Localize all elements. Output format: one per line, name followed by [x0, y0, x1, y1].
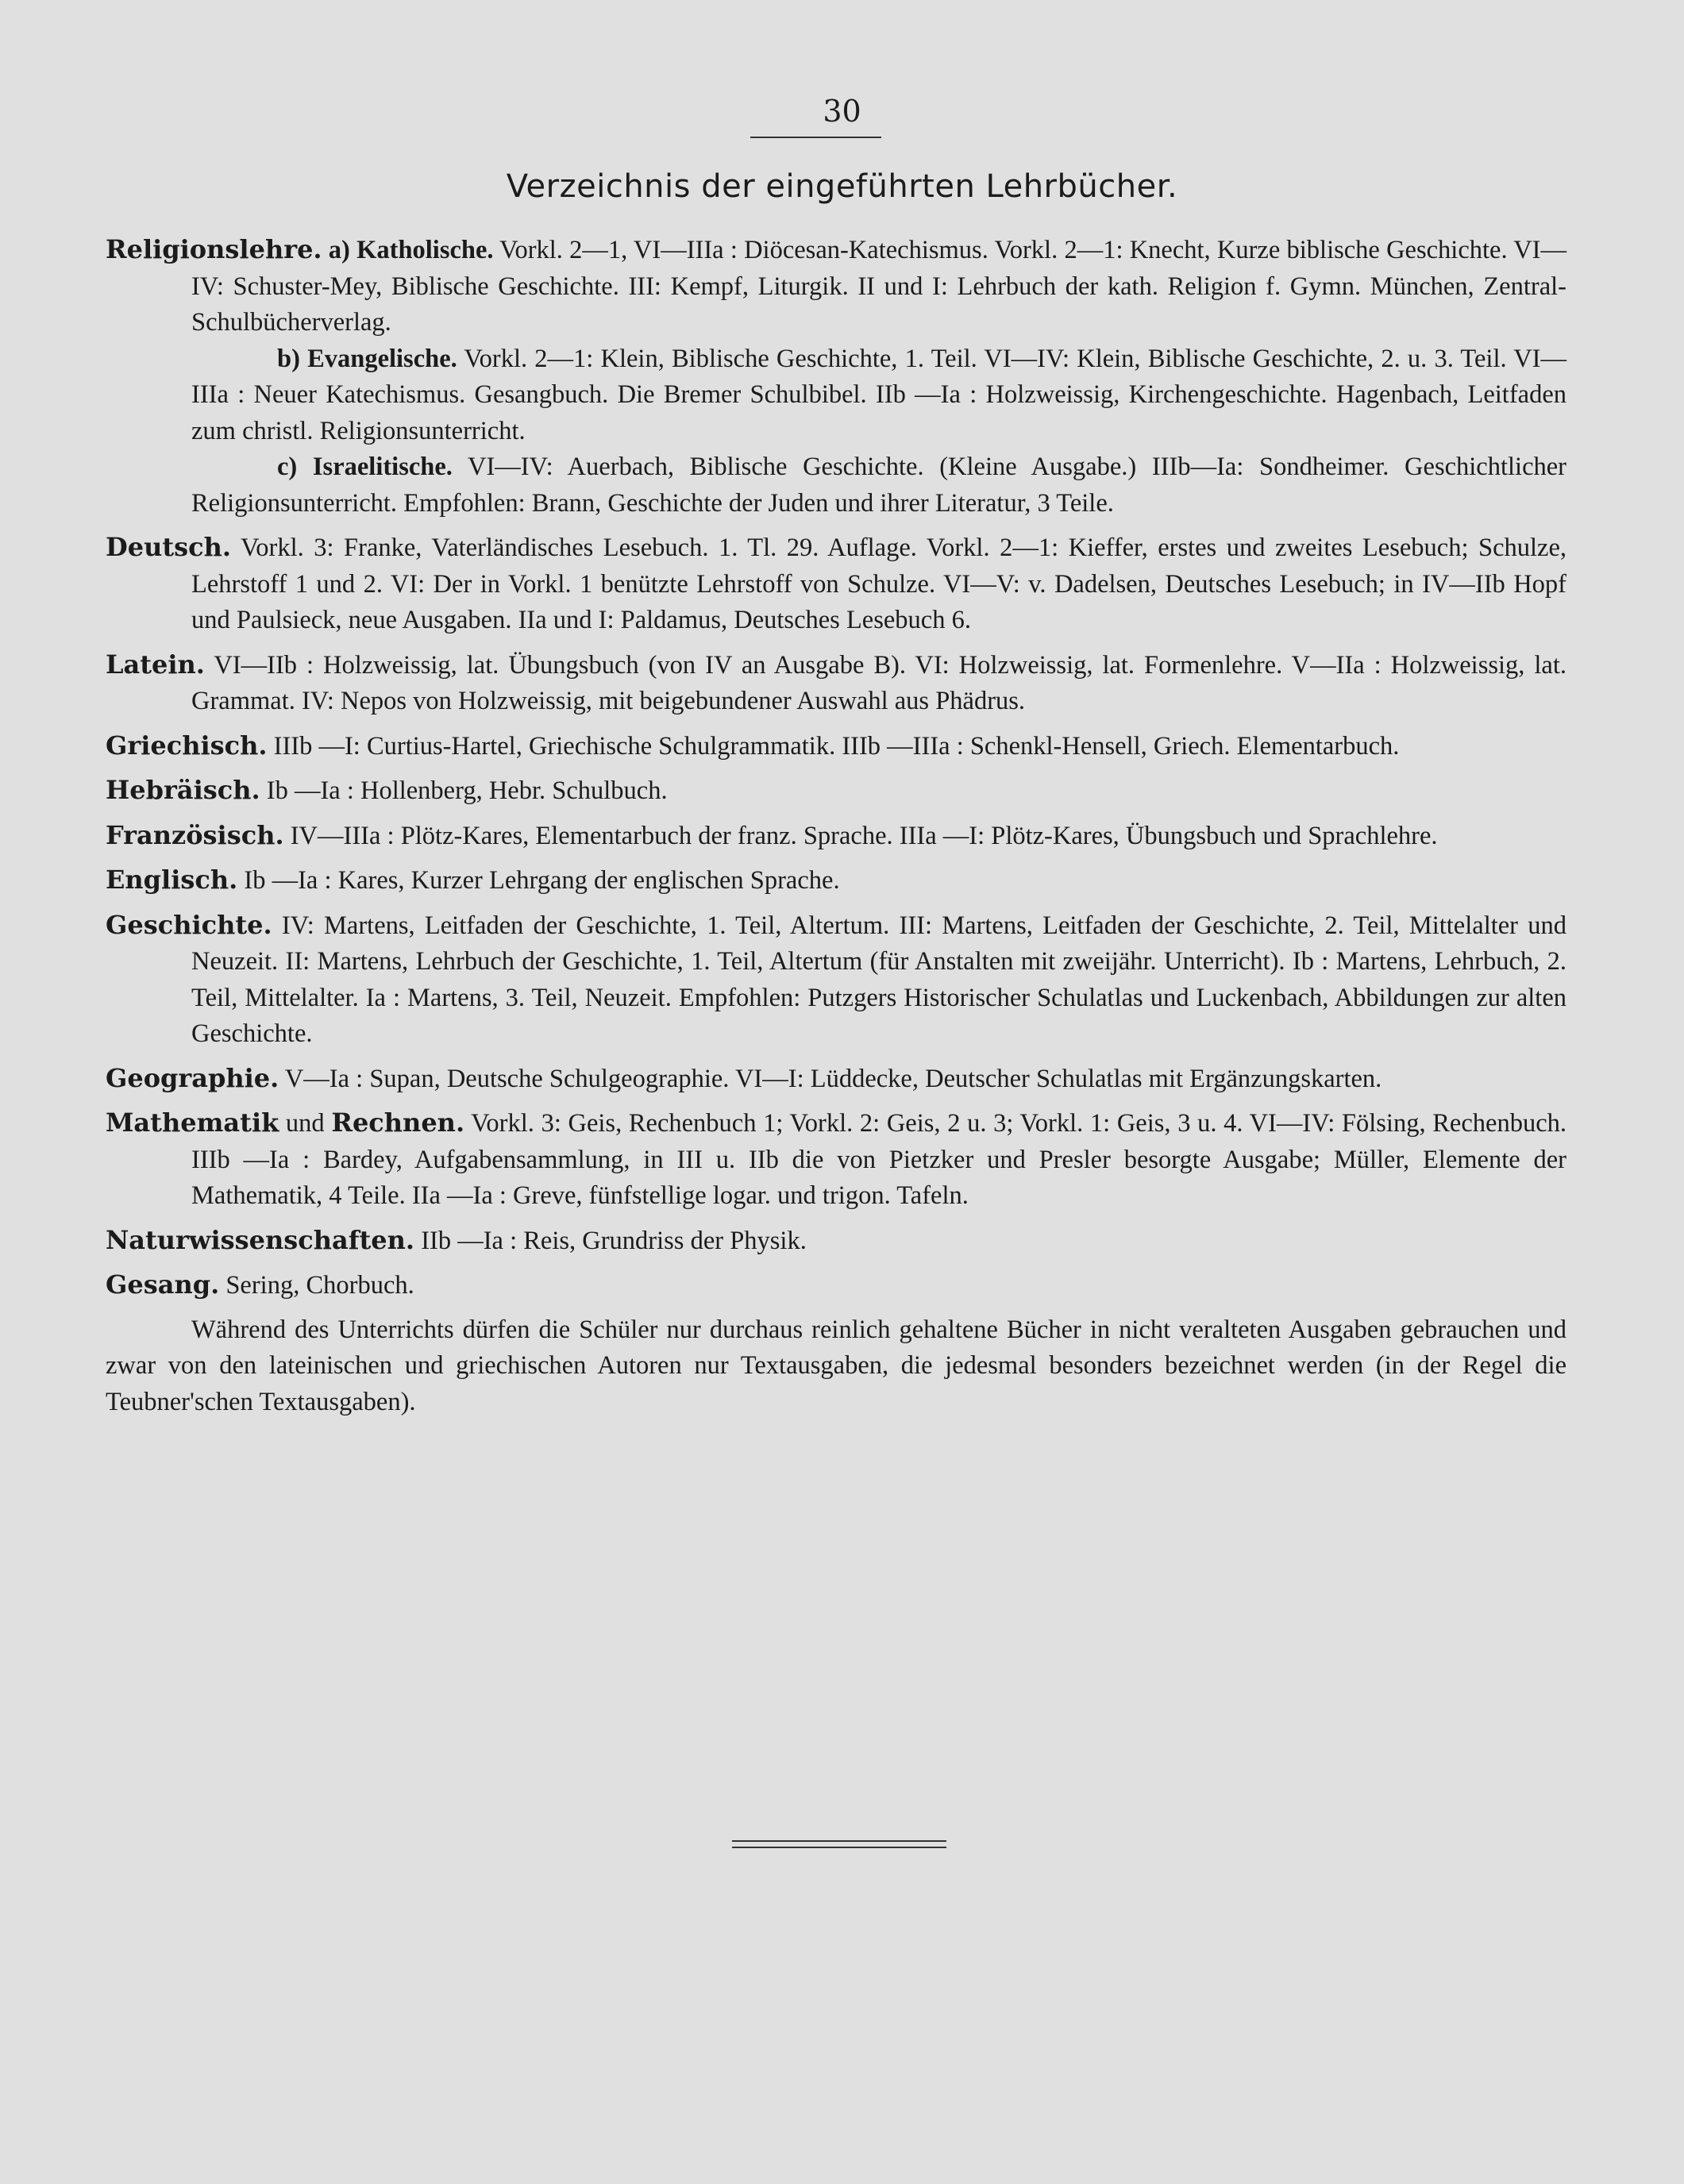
subject-entry — [106, 1267, 1566, 1304]
sub-label-katholisch: a) Katholische. — [328, 236, 494, 264]
subject-heading: Griechisch. — [106, 730, 268, 761]
subject-entry — [106, 907, 1566, 1053]
entry-religion-israelitisch — [106, 449, 1566, 522]
subject-heading: Naturwissenschaften. — [106, 1224, 415, 1255]
subject-entry — [106, 1061, 1566, 1098]
subject-heading: Geographie. — [106, 1062, 279, 1093]
entry-mathematik — [106, 1105, 1566, 1215]
page-number: 30 — [823, 94, 861, 129]
textbook-list — [106, 232, 1566, 1446]
subject-heading: Deutsch. — [106, 532, 232, 562]
entry-text: IV: Martens, Leitfaden der Geschichte, 1. Teil, Altertum. III: Martens, Leitfaden der Geschichte, 2. Teil, Mittelalter und Neuzeit. II: Martens, Lehrbuch der Geschichte, 1. Teil, Altertum (für Anstalten mit zweijähr. Unterricht). Ib : Martens, Lehrbuch, 2. Teil, Mittelalter. Ia : Martens, 3. Teil, Neuzeit. Empfohlen: Putzgers Historischer Schulatlas und Luckenbach, Abbildungen zur alten Geschichte. — [191, 911, 1566, 1048]
entry-text: VI—IIb : Holzweissig, lat. Übungsbuch (von IV an Ausgabe B). VI: Holzweissig, lat. Formenlehre. V—IIa : Holzweissig, lat. Grammat. IV: Nepos von Holzweissig, mit beigebundener Auswahl aus Phädrus. — [191, 650, 1566, 715]
entry-religion-evangelisch — [106, 341, 1566, 450]
end-double-rule — [732, 1840, 946, 1848]
subject-entry — [106, 647, 1566, 720]
entry-text: Vorkl. 3: Geis, Rechenbuch 1; Vorkl. 2: Geis, 2 u. 3; Vorkl. 1: Geis, 3 u. 4. VI—IV: Fölsing, Rechenbuch. IIIb —Ia : Bardey, Aufgabensammlung, in III u. IIb die von Pietzker und Presler besorgte Ausgabe; Müller, Elemente der Mathematik, 4 Teile. IIa —Ia : Greve, fünfstellige logar. und trigon. Tafeln. — [191, 1109, 1566, 1210]
subject-heading: Geschichte. — [106, 909, 272, 940]
subject-entry — [106, 862, 1566, 899]
subject-entry — [106, 530, 1566, 639]
subject-heading: Rechnen. — [331, 1107, 465, 1138]
page-title: Verzeichnis der eingeführten Lehrbücher. — [506, 168, 1178, 205]
sub-label-evangelisch: b) Evangelische. — [277, 344, 457, 373]
entry-text: IIb —Ia : Reis, Grundriss der Physik. — [414, 1226, 807, 1255]
subject-heading: Englisch. — [106, 865, 238, 895]
entry-text: Ib —Ia : Hollenberg, Hebr. Schulbuch. — [260, 776, 668, 805]
sub-label-israelitisch: c) Israelitische. — [277, 453, 453, 481]
subject-heading: Französisch. — [106, 819, 284, 850]
closing-paragraph: Während des Unterrichts dürfen die Schüler nur durchaus reinlich gehaltene Bücher in nicht veralteten Ausgaben gebrauchen und zwar von den lateinischen und griechischen Autoren nur Textausgaben, die jedesmal besonders bezeichnet werden (in der Regel die Teubner'schen Textausgaben). — [106, 1315, 1566, 1416]
page-number-rule — [750, 137, 881, 138]
subject-entries-2 — [106, 1223, 1566, 1304]
entry-text: Ib —Ia : Kares, Kurzer Lehrgang der englischen Sprache. — [237, 866, 840, 895]
subject-entry — [106, 818, 1566, 855]
entry-text: Vorkl. 2—1, VI—IIIa : Diöcesan-Katechismus. Vorkl. 2—1: Knecht, Kurze biblische Geschichte. VI—IV: Schuster-Mey, Biblische Geschichte. III: Kempf, Liturgik. II und I: Lehrbuch der kath. Religion f. Gymn. München, Zentral-Schulbücherverlag. — [191, 236, 1566, 337]
entry-text: IV—IIIa : Plötz-Kares, Elementarbuch der franz. Sprache. IIIa —I: Plötz-Kares, Übungsbuch und Sprachlehre. — [283, 821, 1438, 850]
subject-heading: Religionslehre. — [106, 234, 322, 264]
subject-entry — [106, 772, 1566, 810]
entry-text: V—Ia : Supan, Deutsche Schulgeographie. VI—I: Lüddecke, Deutscher Schulatlas mit Ergänzungskarten. — [279, 1064, 1382, 1093]
entry-text: Sering, Chorbuch. — [219, 1271, 414, 1300]
subject-entries — [106, 530, 1566, 1097]
entry-text: Vorkl. 3: Franke, Vaterländisches Lesebuch. 1. Tl. 29. Auflage. Vorkl. 2—1: Kieffer, erstes und zweites Lesebuch; Schulze, Lehrstoff 1 und 2. VI: Der in Vorkl. 1 benützte Lehrstoff von Schulze. VI—V: v. Dadelsen, Deutsches Lesebuch; in IV—IIb Hopf und Paulsieck, neue Ausgaben. IIa und I: Paldamus, Deutsches Lesebuch 6. — [191, 533, 1566, 634]
entry-text: Vorkl. 2—1: Klein, Biblische Geschichte, 1. Teil. VI—IV: Klein, Biblische Geschichte, 2. u. 3. Teil. VI—IIIa : Neuer Katechismus. Gesangbuch. Die Bremer Schulbibel. IIb —Ia : Holzweissig, Kirchengeschichte. Hagenbach, Leitfaden zum christl. Religionsunterricht. — [191, 344, 1566, 445]
subject-heading: Mathematik — [106, 1107, 279, 1138]
entry-text: IIIb —I: Curtius-Hartel, Griechische Schulgrammatik. IIIb —IIIa : Schenkl-Hensell, Griech. Elementarbuch. — [267, 731, 1400, 761]
subject-entry — [106, 1223, 1566, 1260]
subject-heading: Hebräisch. — [106, 775, 260, 805]
entry-religion — [106, 232, 1566, 341]
subject-heading: Gesang. — [106, 1269, 220, 1300]
subject-entry — [106, 728, 1566, 765]
subject-heading: Latein. — [106, 649, 205, 680]
connector-text: und — [279, 1109, 332, 1138]
entry-text: VI—IV: Auerbach, Biblische Geschichte. (Kleine Ausgabe.) IIIb—Ia: Sondheimer. Geschichtlicher Religionsunterricht. Empfohlen: Brann, Geschichte der Juden und ihrer Literatur, 3 Teile. — [191, 453, 1566, 518]
